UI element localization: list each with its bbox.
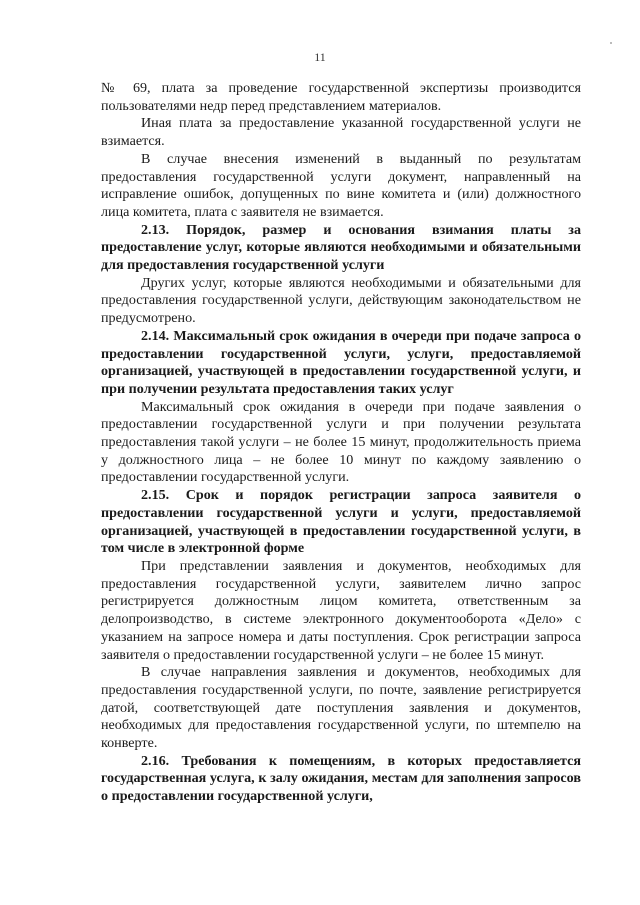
paragraph-max-waiting-time: Максимальный срок ожидания в очереди при подаче заявления о предоставлении государственной услуги и при получении результата предоставления такой услуги – не более 15 минут, продолжительность приема у должностного лица – не более 10 минут по каждому заявлению о предоставлении государственной услуги.: [101, 398, 581, 486]
paragraph-no-other-services: Других услуг, которые являются необходимыми и обязательными для предоставления государственной услуги, действующим законодательством не предусмотрено.: [101, 274, 581, 327]
scan-mark: [610, 42, 612, 44]
paragraph-fee-expertise: № 69, плата за проведение государственной экспертизы производится пользователями недр перед представлением материалов.: [101, 80, 581, 114]
page-number: 11: [314, 50, 326, 64]
section-heading-2-15: 2.15. Срок и порядок регистрации запроса заявителя о предоставлении государственной услуги и услуги, предоставляемой организацией, участвующей в предоставлении государственной услуги, в том числе в электронной форме: [101, 487, 581, 557]
paragraph-no-other-fee: Иная плата за предоставление указанной государственной услуги не взимается.: [101, 115, 581, 150]
section-heading-2-16: 2.16. Требования к помещениям, в которых предоставляется государственная услуга, к залу ожидания, местам для заполнения запросов о предоставлении государственной услуги,: [101, 752, 581, 805]
document-body: [101, 80, 581, 806]
section-heading-2-13: 2.13. Порядок, размер и основания взимания платы за предоставление услуг, которые являются необходимыми и обязательными для предоставления государственной услуги: [101, 221, 581, 274]
paragraph-registration-by-mail: В случае направления заявления и документов, необходимых для предоставления государственной услуги, по почте, заявление регистрируется датой, соответствующей дате поступления заявления и документов, необходимых для предоставления государственной услуги, по штемпелю на конверте.: [101, 664, 581, 752]
section-heading-2-14: 2.14. Максимальный срок ожидания в очереди при подаче запроса о предоставлении государственной услуги, услуги, предоставляемой организацией, участвующей в предоставлении государственной услуги, и при получении результата предоставления таких услуг: [101, 327, 581, 397]
paragraph-registration-in-person: При представлении заявления и документов, необходимых для предоставления государственной услуги, заявителем лично запрос регистрируется должностным лицом комитета, ответственным за делопроизводство, в системе электронного документооборота «Дело» с указанием на запросе номера и даты поступления. Срок регистрации запроса заявителя о предоставлении государственной услуги – не более 15 минут.: [101, 557, 581, 663]
paragraph-corrections-no-fee: В случае внесения изменений в выданный по результатам предоставления государственной услуги документ, направленный на исправление ошибок, допущенных по вине комитета и (или) должностного лица комитета, плата с заявителя не взимается.: [101, 150, 581, 220]
